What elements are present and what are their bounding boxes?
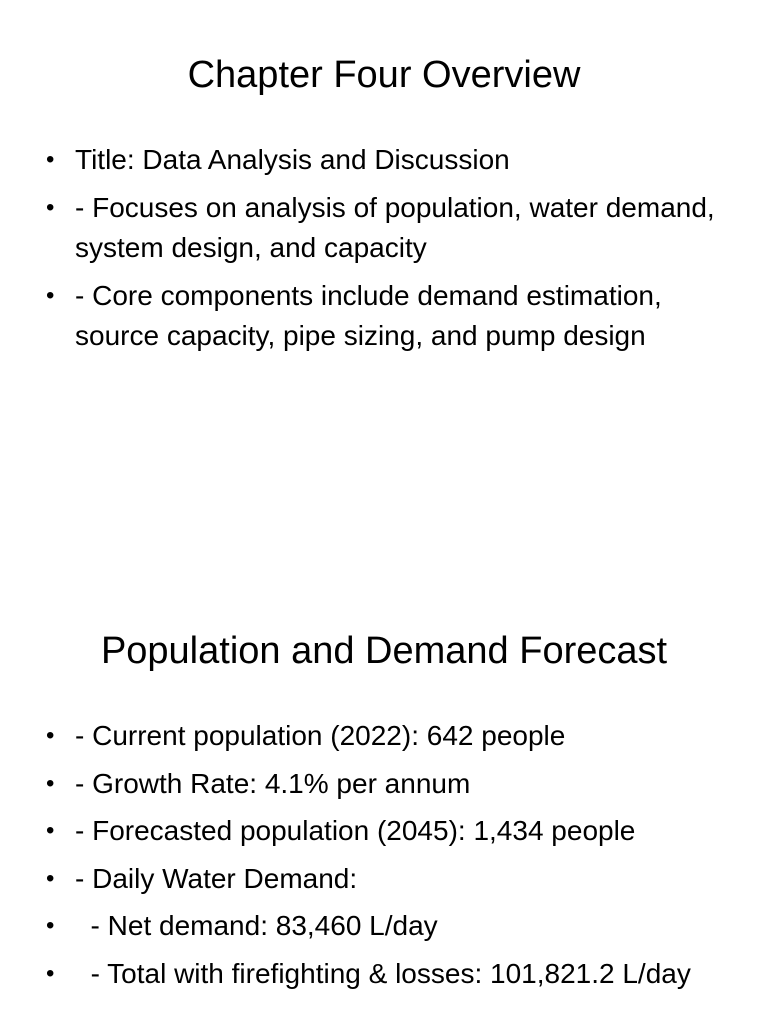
bullet-item <box>46 954 735 995</box>
bullet-icon: • <box>46 817 55 844</box>
bullet-icon: • <box>46 864 55 892</box>
bullet-text: - Daily Water Demand: <box>75 862 358 894</box>
bullet-icon: • <box>46 193 55 221</box>
bullet-text: - Forecasted population (2045): 1,434 people <box>75 815 636 846</box>
slide-population-demand-forecast <box>0 576 768 1024</box>
bullet-item <box>46 188 735 269</box>
bullet-item <box>46 811 735 852</box>
bullet-text: Title: Data Analysis and Discussion <box>75 144 510 175</box>
slide-title: Population and Demand Forecast <box>100 630 668 672</box>
bullet-icon: • <box>46 722 55 749</box>
bullet-item <box>46 764 735 805</box>
bullet-text: - Growth Rate: 4.1% per annum <box>75 767 471 799</box>
bullet-icon: • <box>46 912 55 939</box>
bullet-list <box>46 140 735 364</box>
bullet-item <box>46 859 735 900</box>
bullet-item <box>46 276 735 357</box>
bullet-text: - Total with firefighting & losses: 101,821.2 L/day <box>75 957 691 989</box>
bullet-list <box>46 716 735 1001</box>
bullet-text: - Net demand: 83,460 L/day <box>75 910 438 941</box>
bullet-icon: • <box>46 281 55 309</box>
bullet-icon: • <box>46 769 55 797</box>
bullet-item <box>46 140 735 181</box>
bullet-icon: • <box>46 959 55 987</box>
bullet-item <box>46 906 735 947</box>
slide-title: Chapter Four Overview <box>187 54 581 96</box>
bullet-text: - Current population (2022): 642 people <box>75 720 566 751</box>
bullet-icon: • <box>46 146 55 173</box>
bullet-text: - Focuses on analysis of population, water demand, system design, and capacity <box>75 191 715 263</box>
bullet-text: - Core components include demand estimation, source capacity, pipe sizing, and pump design <box>75 279 662 351</box>
bullet-item <box>46 716 735 757</box>
